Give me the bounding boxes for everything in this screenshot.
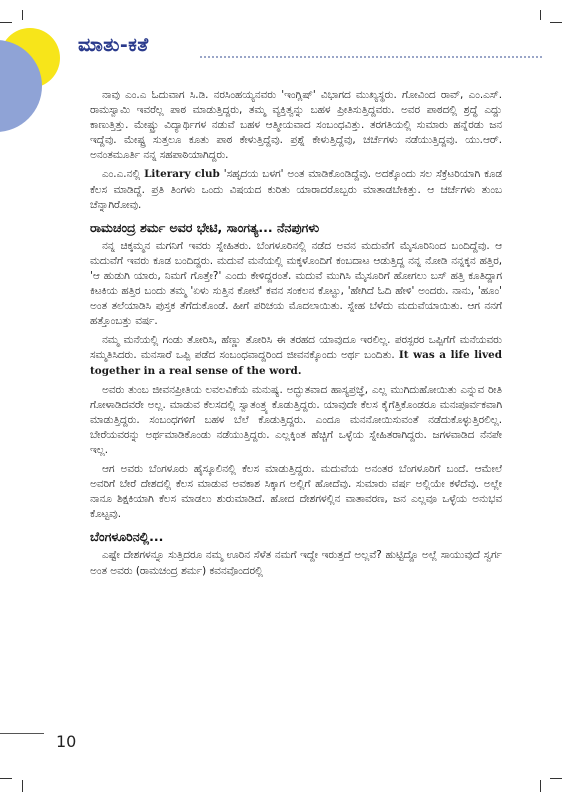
paragraph: ಎಷ್ಟೇ ದೇಶಗಳನ್ನೂ ಸುತ್ತಿದರೂ ನಮ್ಮ ಊರಿನ ಸೆಳೆತ ನಮಗೆ ಇದ್ದೇ ಇರುತ್ತದೆ ಅಲ್ಲವೆ? ಹುಟ್ಟಿದ್ದೊ ಅಲ್ಲೆ ಸಾಯುವುದೆ ಸ್ವರ್ಗ ಅಂತ ಅವರು (ರಾಮಚಂದ್ರ ಶರ್ಮ) ಕವನವೊಂದರಲ್ಲಿ [90, 549, 502, 577]
crop-mark [550, 22, 562, 23]
crop-mark [540, 780, 541, 792]
paragraph: ನಾವು ಎಂ.ಎ ಓದುವಾಗ ಸಿ.ಡಿ. ನರಸಿಂಹಯ್ಯನವರು 'ಇಂಗ್ಲಿಷ್' ವಿಭಾಗದ ಮುಖ್ಯಸ್ಥರು. ಗೋವಿಂದ ರಾವ್, ಎಂ.ಎಸ್. ರಾಮಸ್ವಾಮಿ ಇವರೆಲ್ಲ ಪಾಠ ಮಾಡುತ್ತಿದ್ದರು, ತಮ್ಮ ವ್ಯಕ್ತಿತ್ವನ್ನು ಬಹಳ ಪ್ರೀತಿಸುತ್ತಿದ್ದವರು. ಅವರ ಪಾಠದಲ್ಲಿ ಶ್ರದ್ಧೆ ಎದ್ದು ಕಾಣುತ್ತಿತ್ತು. ಮೇಷ್ಟ್ರು ವಿದ್ಯಾರ್ಥಿಗಳ ನಡುವೆ ಬಹಳ ಆತ್ಮೀಯವಾದ ಸಂಬಂಧವಿತ್ತು. ತರಗತಿಯಲ್ಲಿ ಸುಮಾರು ಹನ್ನೆರಡು ಜನ ಇದ್ದೆವು. ಮೇಷ್ಟ್ರ ಸುತ್ತಲೂ ಕೂತು ಪಾಠ ಕೇಳುತ್ತಿದ್ದೆವು. ಪ್ರಶ್ನೆ ಕೇಳುತ್ತಿದ್ದೆವು, ಚರ್ಚೆಗಳು ನಡೆಯುತ್ತಿದ್ದವು. ಯು.ಆರ್. ಅನಂತಮೂರ್ತಿ ನನ್ನ ಸಹಪಾಠಿಯಾಗಿದ್ದರು. [90, 89, 502, 162]
paragraph-text: ನಮ್ಮ ಮನೆಯಲ್ಲಿ ಗಂಡು ತೋರಿಸಿ, ಹೆಣ್ಣು ತೋರಿಸಿ ಈ ತರಹದ ಯಾವುದೂ ಇರಲಿಲ್ಲ. ಪರಸ್ಪರರ ಒಪ್ಪಿಗೆಗೆ ಮನೆಯವರು ಸಮ್ಮತಿಸಿದರು. ಮನಸಾರೆ ಒಪ್ಪಿ ಪಡೆದ ಸಂಬಂಧವಾದ್ದರಿಂದ ಜೀವನಕ್ಕೊಂದು ಅರ್ಥ ಬಂದಿತು. [90, 334, 502, 362]
paragraph: ನನ್ನ ಚಿಕ್ಕಮ್ಮನ ಮಗನಿಗೆ ಇವರು ಸ್ನೇಹಿತರು. ಬೆಂಗಳೂರಿನಲ್ಲಿ ನಡೆದ ಅವನ ಮದುವೆಗೆ ಮೈಸೂರಿನಿಂದ ಬಂದಿದ್ದೆವು. ಆ ಮದುವೆಗೆ ಇವರು ಕೂಡ ಬಂದಿದ್ದರು. ಮದುವೆ ಮನೆಯಲ್ಲಿ ಮಕ್ಕಳೊಂದಿಗೆ ಕಂಬದಾಟ ಆಡುತ್ತಿದ್ದ ನನ್ನ ನೋಡಿ ನನ್ನಕ್ಕನ ಹತ್ತಿರ, 'ಆ ಹುಡುಗಿ ಯಾರು, ನಿಮಗೆ ಗೊತ್ತೇ?' ಎಂದು ಕೇಳಿದ್ದರಂತೆ. ಮದುವೆ ಮುಗಿಸಿ ಮೈಸೂರಿಗೆ ಹೋಗಲು ಬಸ್ ಹತ್ತಿ ಕೂತಿದ್ದಾಗ ಕಿಟಕಿಯ ಹತ್ತಿರ ಬಂದು ತಮ್ಮ 'ಏಳು ಸುತ್ತಿನ ಕೋಟೆ' ಕವನ ಸಂಕಲನ ಕೊಟ್ಟು, 'ಹೇಗಿದೆ ಓದಿ ಹೇಳಿ' ಅಂದರು. ನಾನು, 'ಹೂಂ' ಅಂತ ತಲೆಯಾಡಿಸಿ ಪುಸ್ತಕ ತೆಗೆದುಕೊಂಡೆ. ಹೀಗೆ ಪರಿಚಯ ಮೊದಲಾಯಿತು. ಸ್ನೇಹ ಬೆಳೆದು ಮದುವೆಯಾಯಿತು. ಆಗ ನನಗೆ ಹತ್ತೊಂಬತ್ತು ವರ್ಷ. [90, 239, 502, 328]
page-number: 10 [56, 732, 77, 751]
header-dotted-rule [200, 56, 542, 58]
paragraph-text: 'ಸಹೃದಯ ಬಳಗ' ಅಂತ ಮಾಡಿಕೊಂಡಿದ್ದೆವು. ಅದಕ್ಕೊಂದು ಸಲ ಸೆಕ್ರೆಟರಿಯಾಗಿ ಕೂಡ ಕೆಲಸ ಮಾಡಿದ್ದೆ. ಪ್ರತಿ ತಿಂಗಳು ಒಂದು ವಿಷಯದ ಕುರಿತು ಯಾರಾದರೊಬ್ಬರು ಮಾತಾಡಬೇಕಿತ್ತು. ಆ ಚರ್ಚೆಗಳು ತುಂಬ ಚೆನ್ನಾಗಿರೋವು. [90, 168, 502, 211]
crop-mark [540, 10, 541, 20]
crop-mark [550, 778, 562, 779]
paragraph: ಆಗ ಅವರು ಬೆಂಗಳೂರು ಹೈಸ್ಕೂಲಿನಲ್ಲಿ ಕೆಲಸ ಮಾಡುತ್ತಿದ್ದರು. ಮದುವೆಯ ಅನಂತರ ಬೆಂಗಳೂರಿಗೆ ಬಂದೆ. ಆಮೇಲೆ ಅವರಿಗೆ ಬೇರೆ ದೇಶದಲ್ಲಿ ಕೆಲಸ ಮಾಡುವ ಅವಕಾಶ ಸಿಕ್ಕಾಗ ಅಲ್ಲಿಗೆ ಹೋದೆವು. ಸುಮಾರು ವರ್ಷ ಅಲ್ಲಿಯೇ ಕಳೆದೆವು. ಅಲ್ಲೇ ನಾನೂ ಶಿಕ್ಷಕಿಯಾಗಿ ಕೆಲಸ ಮಾಡಲು ಶುರುಮಾಡಿದೆ. ಹೋದ ದೇಶಗಳಲ್ಲಿನ ವಾತಾವರಣ, ಜನ ಎಲ್ಲವೂ ಒಳ್ಳೆಯ ಅನುಭವ ಕೊಟ್ಟವು. [90, 463, 502, 521]
crop-mark [0, 778, 12, 779]
english-phrase: Literary club [144, 168, 220, 181]
crop-mark [22, 780, 23, 792]
paragraph: ಅವರು ತುಂಬ ಜೀವನಪ್ರೀತಿಯ ಲವಲವಿಕೆಯ ಮನುಷ್ಯ. ಅದ್ಭುತವಾದ ಹಾಸ್ಯಪ್ರಜ್ಞೆ, ಎಲ್ಲ ಮುಗಿದುಹೋಯಿತು ಎನ್ನುವ ರೀತಿ ಗೋಳಾಡಿದವರೇ ಅಲ್ಲ. ಮಾಡುವ ಕೆಲಸದಲ್ಲಿ ಸ್ವಾತಂತ್ರ್ಯ ಕೊಡುತ್ತಿದ್ದರು. ಯಾವುದೇ ಕೆಲಸ ಕೈಗೆತ್ತಿಕೊಂಡರೂ ಮನಃಪೂರ್ವಕವಾಗಿ ಮಾಡುತ್ತಿದ್ದರು. ಸಂಬಂಧಗಳಿಗೆ ಬಹಳ ಬೆಲೆ ಕೊಡುತ್ತಿದ್ದರು. ಎಂದೂ ಮನನೋಯಿಸುವಂತೆ ನಡೆದುಕೊಳ್ಳುತ್ತಿರಲಿಲ್ಲ. ಬೇರೆಯವರನ್ನು ಅರ್ಥಮಾಡಿಕೊಂಡು ನಡೆಯುತ್ತಿದ್ದರು. ಎಲ್ಲಕ್ಕಿಂತ ಹೆಚ್ಚಿಗೆ ಒಳ್ಳೆಯ ಸ್ನೇಹಿತರಾಗಿದ್ದರು. ಜಗಳವಾಡಿದ ನೆನಪೇ ಇಲ್ಲ. [90, 383, 502, 456]
article-body [90, 88, 502, 583]
crop-mark [22, 10, 23, 20]
section-heading: ರಾಮಚಂದ್ರ ಶರ್ಮ ಅವರ ಭೇಟಿ, ಸಾಂಗತ್ಯ... ನೆನಪುಗಳು [90, 219, 320, 235]
english-sentence: It was a life lived together in a real sense of the word. [90, 349, 502, 377]
crop-mark [0, 22, 12, 23]
section-heading: ಬೆಂಗಳೂರಿನಲ್ಲಿ... [90, 529, 164, 545]
paragraph [90, 167, 502, 212]
paragraph-text: ಎಂ.ಎ.ನಲ್ಲಿ [102, 168, 145, 181]
section-title: ಮಾತು-ಕತೆ [78, 34, 149, 56]
paragraph [90, 333, 502, 378]
page-number-rule [0, 733, 44, 734]
